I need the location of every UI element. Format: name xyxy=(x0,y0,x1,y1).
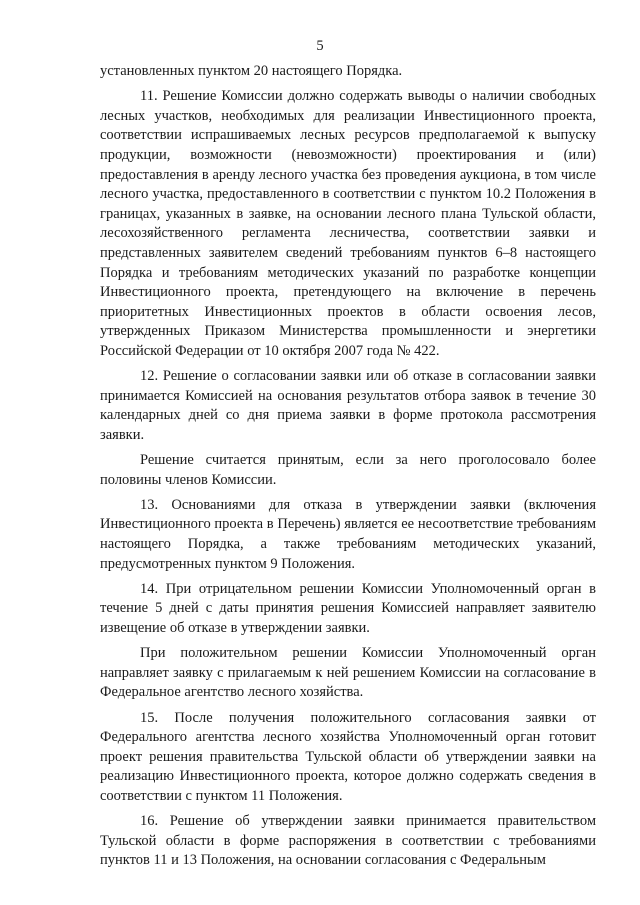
page-number: 5 xyxy=(316,38,324,54)
paragraph-item-15: 15. После получения положительного согласования заявки от Федерального агентства лесного хозяйства Уполномоченный орган готовит проект решения правительства Тульской области об утверждении заявки на реализацию Инвестиционного проекта, которое должно содержать сведения в соответствии с пунктом 11 Положения. xyxy=(100,709,596,804)
paragraph-item-11: 11. Решение Комиссии должно содержать выводы о наличии свободных лесных участков, необходимых для реализации Инвестиционного проекта, соответствии испрашиваемых лесных ресурсов предполагаемой к выпуску продукции, возможности (невозможности) проектирования и (или) предоставления в аренду лесного участка без проведения аукциона, в том числе лесного участка, предоставленного в соответствии с пунктом 10.2 Положения в границах, указанных в заявке, на основании лесного плана Тульской области, лесохозяйственного регламента лесничества, соответствии заявки и представленных заявителем сведений требованиям пунктов 6–8 настоящего Порядка и требованиям методических указаний по разработке концепции Инвестиционного проекта, претендующего на включение в перечень приоритетных Инвестиционных проектов в области освоения лесов, утвержденных Приказом Министерства промышленности и энергетики Российской Федерации от 10 октября 2007 года № 422. xyxy=(100,88,596,359)
paragraph-item-12-decision: Решение считается принятым, если за него проголосовало более половины членов Комиссии. xyxy=(100,452,596,488)
document-body xyxy=(100,62,596,877)
paragraph-item-16: 16. Решение об утверждении заявки принимается правительством Тульской области в форме распоряжения в соответствии с требованиями пунктов 11 и 13 Положения, на основании согласования с Федеральным xyxy=(100,813,596,869)
paragraph-item-14: 14. При отрицательном решении Комиссии Уполномоченный орган в течение 5 дней с даты принятия решения Комиссией направляет заявителю извещение об отказе в утверждении заявки. xyxy=(100,580,596,636)
paragraph-item-14-positive: При положительном решении Комиссии Уполномоченный орган направляет заявку с прилагаемым к ней решением Комиссии на согласование в Федеральное агентство лесного хозяйства. xyxy=(100,645,596,701)
paragraph-item-12: 12. Решение о согласовании заявки или об отказе в согласовании заявки принимается Комиссией на основания результатов отбора заявок в течение 30 календарных дней со дня приема заявки в форме протокола рассмотрения заявки. xyxy=(100,368,596,443)
paragraph-continuation: установленных пунктом 20 настоящего Порядка. xyxy=(100,63,403,79)
paragraph-item-13: 13. Основаниями для отказа в утверждении заявки (включения Инвестиционного проекта в Перечень) является ее несоответствие требованиям настоящего Порядка, а также требованиям методических указаний, предусмотренных пунктом 9 Положения. xyxy=(100,496,596,572)
